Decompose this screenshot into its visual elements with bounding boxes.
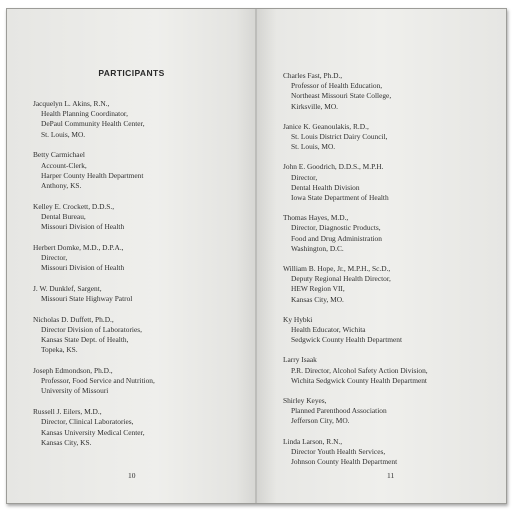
participant-entry bbox=[33, 315, 248, 356]
participant-name: Herbert Domke, M.D., D.P.A., bbox=[33, 242, 124, 252]
participant-entry bbox=[33, 284, 248, 304]
participant-detail-line: Jefferson City, MO. bbox=[291, 416, 350, 426]
participant-detail-line: Director, bbox=[291, 172, 318, 182]
participant-entry bbox=[283, 162, 498, 203]
participant-detail-line: Harper County Health Department bbox=[41, 170, 144, 180]
participant-name: Jacquelyn L. Akins, R.N., bbox=[33, 99, 110, 108]
page-number-right: 11 bbox=[387, 471, 395, 480]
participant-detail-line: P.R. Director, Alcohol Safety Action Division, bbox=[291, 365, 428, 375]
participant-list-left bbox=[33, 99, 248, 458]
participant-detail-line: Deputy Regional Health Director, bbox=[291, 274, 391, 284]
participant-entry bbox=[283, 315, 498, 346]
participant-detail-line: Northeast Missouri State College, bbox=[291, 91, 392, 101]
participant-detail-line: Director, Diagnostic Products, bbox=[291, 223, 381, 233]
participant-detail-line: St. Louis, MO. bbox=[291, 142, 336, 152]
participant-entry bbox=[283, 355, 498, 386]
participant-detail-line: Director Division of Laboratories, bbox=[41, 324, 142, 334]
participant-entry bbox=[283, 122, 498, 153]
participant-detail-line: Account-Clerk, bbox=[41, 160, 87, 170]
participant-detail-line: Sedgwick County Health Department bbox=[291, 335, 403, 345]
participant-entry bbox=[283, 396, 498, 427]
participant-detail-line: Director, bbox=[41, 252, 68, 262]
participant-name: Larry Isaak bbox=[283, 355, 317, 365]
participant-list-right bbox=[283, 71, 498, 477]
participant-detail-line: DePaul Community Health Center, bbox=[41, 119, 145, 129]
participant-name: J. W. Dunklef, Sargent, bbox=[33, 283, 102, 293]
participant-detail-line: Professor, Food Service and Nutrition, bbox=[41, 376, 155, 386]
participant-name: Joseph Edmondson, Ph.D., bbox=[33, 366, 113, 376]
participant-detail-line: Missouri Division of Health bbox=[41, 263, 125, 273]
participant-name: Shirley Keyes, bbox=[283, 396, 327, 406]
participant-detail-line: Washington, D.C. bbox=[291, 243, 344, 253]
participant-entry bbox=[33, 407, 248, 448]
participant-name: Kelley E. Crockett, D.D.S., bbox=[33, 201, 115, 211]
participant-detail-line: Health Educator, Wichita bbox=[291, 325, 366, 335]
participant-entry bbox=[33, 366, 248, 397]
participant-detail-line: St. Louis, MO. bbox=[41, 129, 86, 139]
participant-name: John E. Goodrich, D.D.S., M.P.H. bbox=[283, 162, 384, 172]
participant-detail-line: Food and Drug Administration bbox=[291, 233, 382, 243]
participant-detail-line: Kansas City, KS. bbox=[41, 437, 92, 447]
participant-detail-line: Professor of Health Education, bbox=[291, 81, 383, 91]
participant-name: Russell J. Eilers, M.D., bbox=[33, 407, 102, 417]
page-number-left: 10 bbox=[128, 471, 136, 480]
participant-name: Thomas Hayes, M.D., bbox=[283, 213, 349, 223]
right-page bbox=[257, 9, 506, 503]
participant-detail-line: Wichita Sedgwick County Health Department bbox=[291, 375, 427, 385]
participant-entry bbox=[283, 71, 498, 112]
participant-detail-line: Missouri State Highway Patrol bbox=[41, 294, 133, 304]
participant-name: Linda Larson, R.N., bbox=[283, 436, 343, 446]
participant-detail-line: Topeka, KS. bbox=[41, 345, 78, 355]
left-page bbox=[7, 9, 256, 503]
participant-entry bbox=[33, 202, 248, 233]
participant-entry bbox=[33, 243, 248, 274]
participant-detail-line: Kansas University Medical Center, bbox=[41, 427, 145, 437]
participant-detail-line: Missouri Division of Health bbox=[41, 222, 125, 232]
participant-detail-line: St. Louis District Dairy Council, bbox=[291, 132, 388, 142]
participant-detail-line: Director Youth Health Services, bbox=[291, 446, 386, 456]
participant-name: Betty Carmichael bbox=[33, 150, 85, 160]
participant-name: Ky Hybki bbox=[283, 314, 313, 324]
participant-detail-line: University of Missouri bbox=[41, 386, 109, 396]
participant-detail-line: Iowa State Department of Health bbox=[291, 193, 389, 203]
participant-detail-line: Dental Health Division bbox=[291, 182, 360, 192]
participant-entry bbox=[33, 99, 248, 140]
participant-detail-line: Kansas City, MO. bbox=[291, 294, 344, 304]
booklet-spread bbox=[6, 8, 507, 504]
participant-detail-line: Anthony, KS. bbox=[41, 180, 82, 190]
participant-detail-line: Planned Parenthood Association bbox=[291, 406, 387, 416]
participant-detail-line: Johnson County Health Department bbox=[291, 457, 398, 467]
participant-detail-line: Kansas State Dept. of Health, bbox=[41, 335, 129, 345]
participant-detail-line: Director, Clinical Laboratories, bbox=[41, 417, 134, 427]
participant-name: Charles Fast, Ph.D., bbox=[283, 71, 343, 80]
participant-entry bbox=[283, 437, 498, 468]
participant-entry bbox=[283, 264, 498, 305]
participant-entry bbox=[33, 150, 248, 191]
participant-name: Janice K. Geanoulakis, R.D., bbox=[283, 121, 369, 131]
participant-detail-line: HEW Region VII, bbox=[291, 284, 345, 294]
participant-name: William B. Hope, Jr., M.P.H., Sc.D., bbox=[283, 264, 391, 274]
participant-entry bbox=[283, 213, 498, 254]
participant-detail-line: Health Planning Coordinator, bbox=[41, 109, 128, 119]
participant-detail-line: Dental Bureau, bbox=[41, 211, 86, 221]
participant-detail-line: Kirksville, MO. bbox=[291, 101, 339, 111]
participant-name: Nicholas D. Duffett, Ph.D., bbox=[33, 314, 114, 324]
page-heading: PARTICIPANTS bbox=[98, 68, 165, 78]
